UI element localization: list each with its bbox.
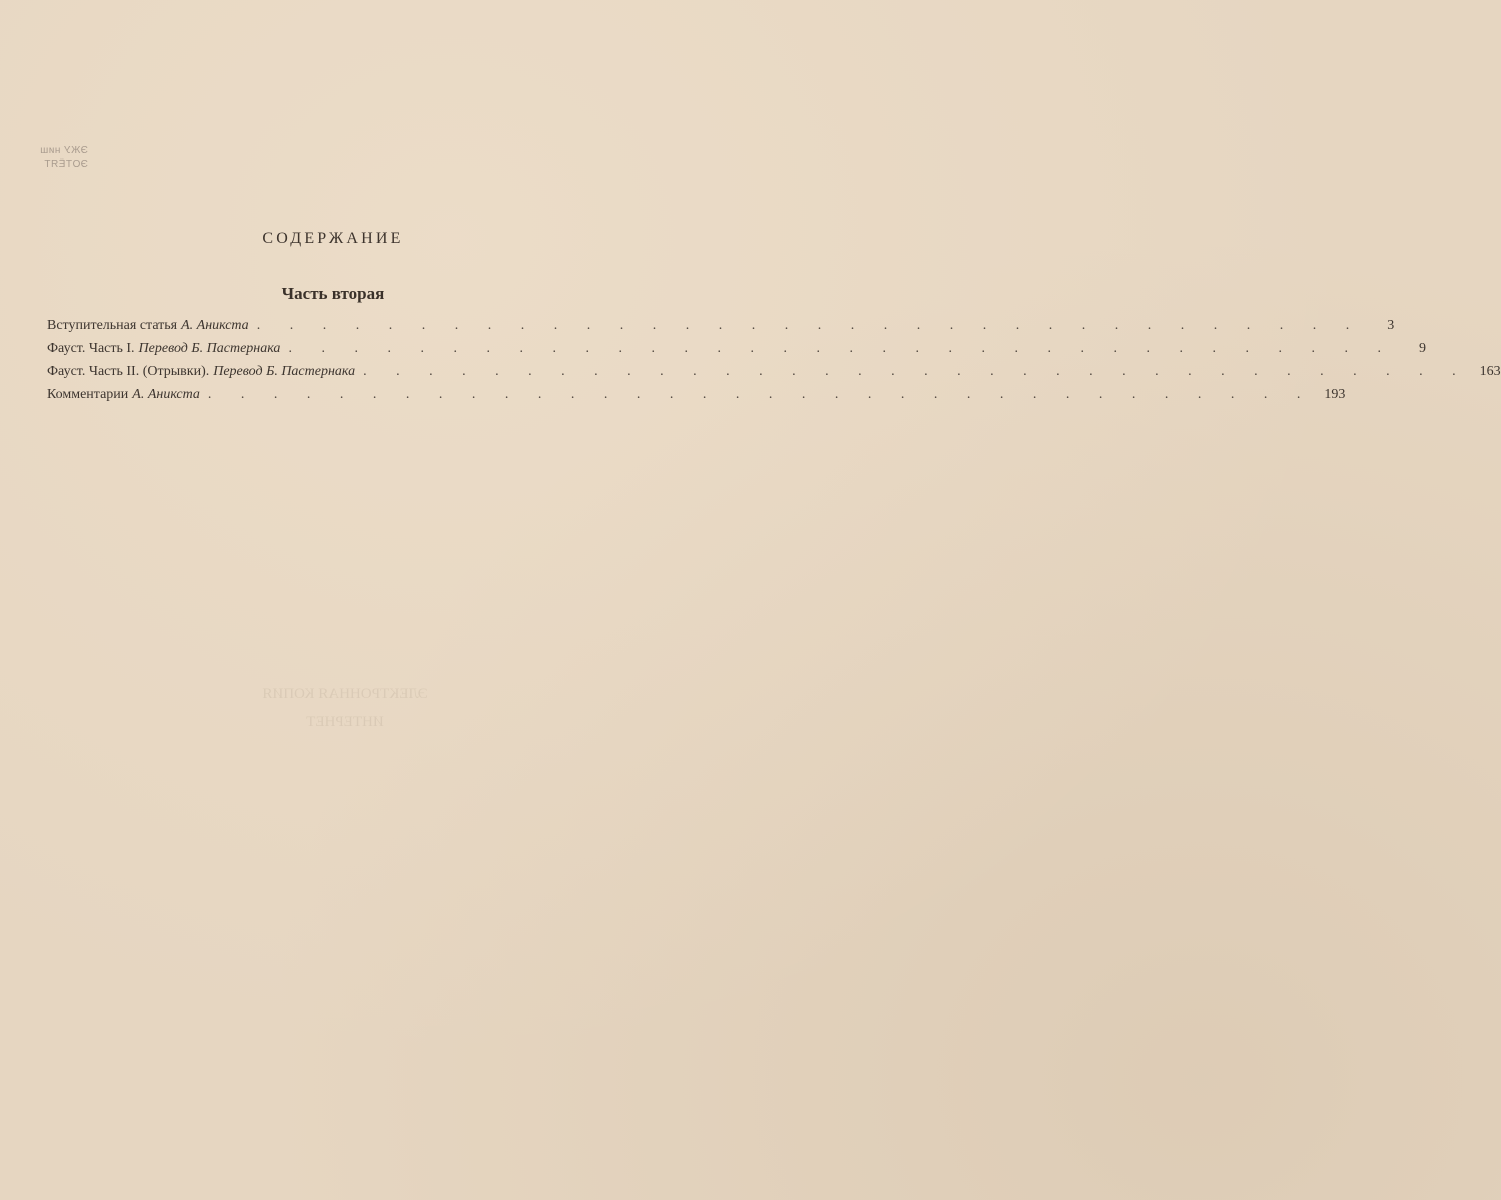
bleed-line: ЭОТЁЯТ <box>43 159 88 170</box>
dot-leader: . . . . . . . . . . . . . . . . . . . . . . . . . . . . . . . . . . <box>363 364 1469 379</box>
bleed-line: ЭЛЕКТРОННАЯ КОПИЯ <box>262 686 428 702</box>
toc-entry[interactable] <box>47 364 1501 387</box>
dot-leader: . . . . . . . . . . . . . . . . . . . . . . . . . . . . . . . . . . <box>288 341 1394 356</box>
dot-leader: . . . . . . . . . . . . . . . . . . . . . . . . . . . . . . . . . . <box>207 387 1314 402</box>
toc-entry[interactable] <box>47 318 1395 341</box>
toc-entry-title: Комментарии <box>47 387 129 402</box>
part-heading: Часть вторая <box>281 284 385 303</box>
contents-title: СОДЕРЖАНИЕ <box>262 230 404 247</box>
toc-entry-title: Фауст. Часть II. (Отрывки). <box>47 364 210 379</box>
bleed-line: ИНТЕРНЕТ <box>306 714 384 730</box>
toc-entry-page: 193 <box>1324 387 1346 402</box>
dot-leader: . . . . . . . . . . . . . . . . . . . . . . . . . . . . . . . . . . <box>256 318 1363 333</box>
bleed-line: ЭЖУ ниш <box>39 145 88 156</box>
toc-entry[interactable] <box>47 341 1426 364</box>
toc-entry-author: Перевод Б. Пастернака <box>213 364 356 379</box>
toc-entry[interactable] <box>47 387 1346 410</box>
toc-entry-author: А. Аникста <box>181 318 249 333</box>
bleed-through-text-center <box>210 680 480 736</box>
toc-entry-author: А. Аникста <box>132 387 200 402</box>
bleed-through-text-left <box>18 144 88 172</box>
toc-entry-title: Вступительная статья <box>47 318 178 333</box>
toc-entry-page: 9 <box>1418 341 1426 356</box>
toc-entry-author: Перевод Б. Пастернака <box>138 341 281 356</box>
toc-entry-title: Фауст. Часть I. <box>47 341 135 356</box>
toc-entry-page: 163 <box>1479 364 1501 379</box>
toc-entry-page: 3 <box>1387 318 1395 333</box>
table-of-contents <box>47 318 1501 410</box>
